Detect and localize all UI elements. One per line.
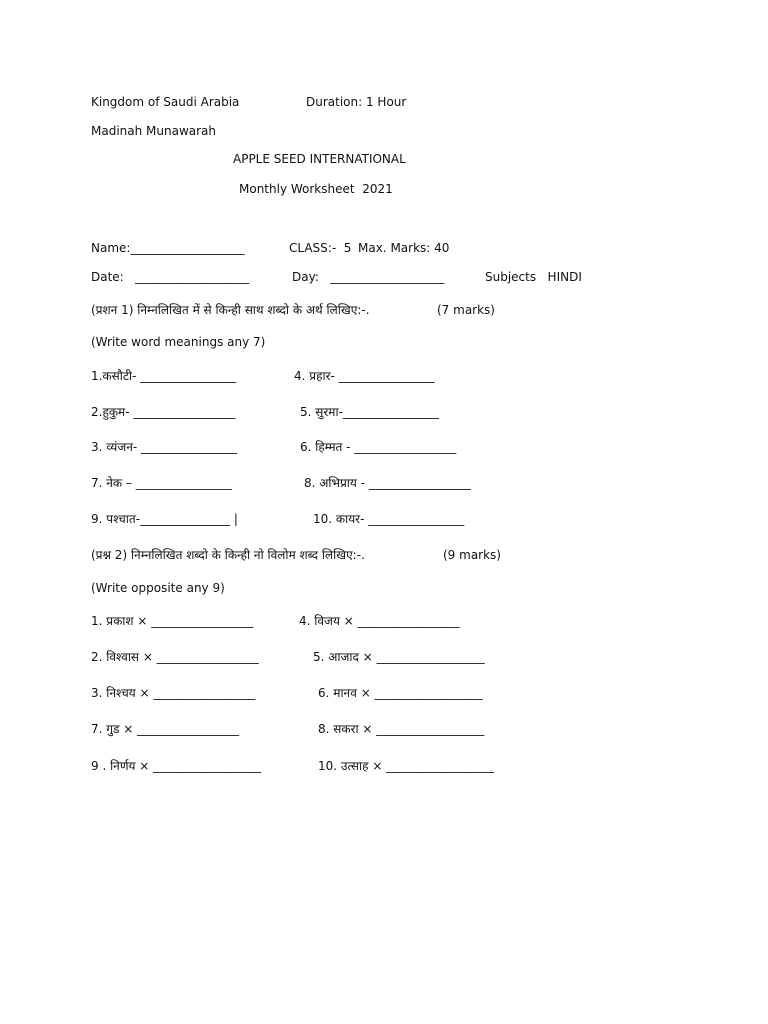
q2-item: 10. उत्साह × __________________ [318, 759, 495, 773]
q1-marks: (7 marks) [437, 303, 495, 317]
q2-item: 4. विजय × _________________ [299, 614, 460, 628]
q2-item: 3. निश्चय × _________________ [91, 686, 256, 700]
max-marks: Max. Marks: 40 [358, 241, 450, 255]
worksheet-title: Monthly Worksheet 2021 [239, 182, 393, 196]
q2-instruction: (Write opposite any 9) [91, 581, 225, 595]
date-field: Date: ___________________ [91, 270, 250, 284]
q2-item: 1. प्रकाश × _________________ [91, 614, 254, 628]
q1-instruction: (Write word meanings any 7) [91, 335, 266, 349]
class-field: CLASS:- 5 [289, 241, 352, 255]
school-name: APPLE SEED INTERNATIONAL [233, 152, 406, 166]
q1-item: 4. प्रहार- ________________ [294, 369, 435, 383]
q1-item: 5. सुरमा-________________ [300, 405, 439, 419]
q1-item: 6. हिम्मत - _________________ [300, 440, 457, 454]
duration-text: Duration: 1 Hour [306, 95, 407, 109]
q2-item: 5. आजाद × __________________ [313, 650, 485, 664]
name-field: Name:___________________ [91, 241, 245, 255]
country-text: Kingdom of Saudi Arabia [91, 95, 240, 109]
q1-item: 9. पश्चात-_______________ | [91, 512, 238, 526]
q1-item: 1.कसौटी- ________________ [91, 369, 237, 383]
q2-title: (प्रश्न 2) निम्नलिखित शब्दो के किन्ही नो विलोम शब्द लिखिए:-. [91, 548, 365, 562]
q1-title: (प्रशन 1) निम्नलिखित में से किन्ही साथ शब्दो के अर्थ लिखिए:-. [91, 303, 370, 317]
q2-item: 6. मानव × __________________ [318, 686, 483, 700]
q1-item: 7. नेक – ________________ [91, 476, 232, 490]
q1-item: 2.हुकुम- _________________ [91, 405, 236, 419]
q2-item: 9 . निर्णय × __________________ [91, 759, 262, 773]
q2-item: 7. गुड × _________________ [91, 722, 240, 736]
q2-item: 2. विश्वास × _________________ [91, 650, 259, 664]
q1-item: 3. व्यंजन- ________________ [91, 440, 238, 454]
city-text: Madinah Munawarah [91, 124, 217, 138]
q2-marks: (9 marks) [443, 548, 501, 562]
q1-item: 10. कायर- ________________ [313, 512, 465, 526]
day-field: Day: ___________________ [292, 270, 445, 284]
q1-item: 8. अभिप्राय - _________________ [304, 476, 471, 490]
q2-item: 8. सकरा × __________________ [318, 722, 485, 736]
subject-field: Subjects HINDI [485, 270, 582, 284]
